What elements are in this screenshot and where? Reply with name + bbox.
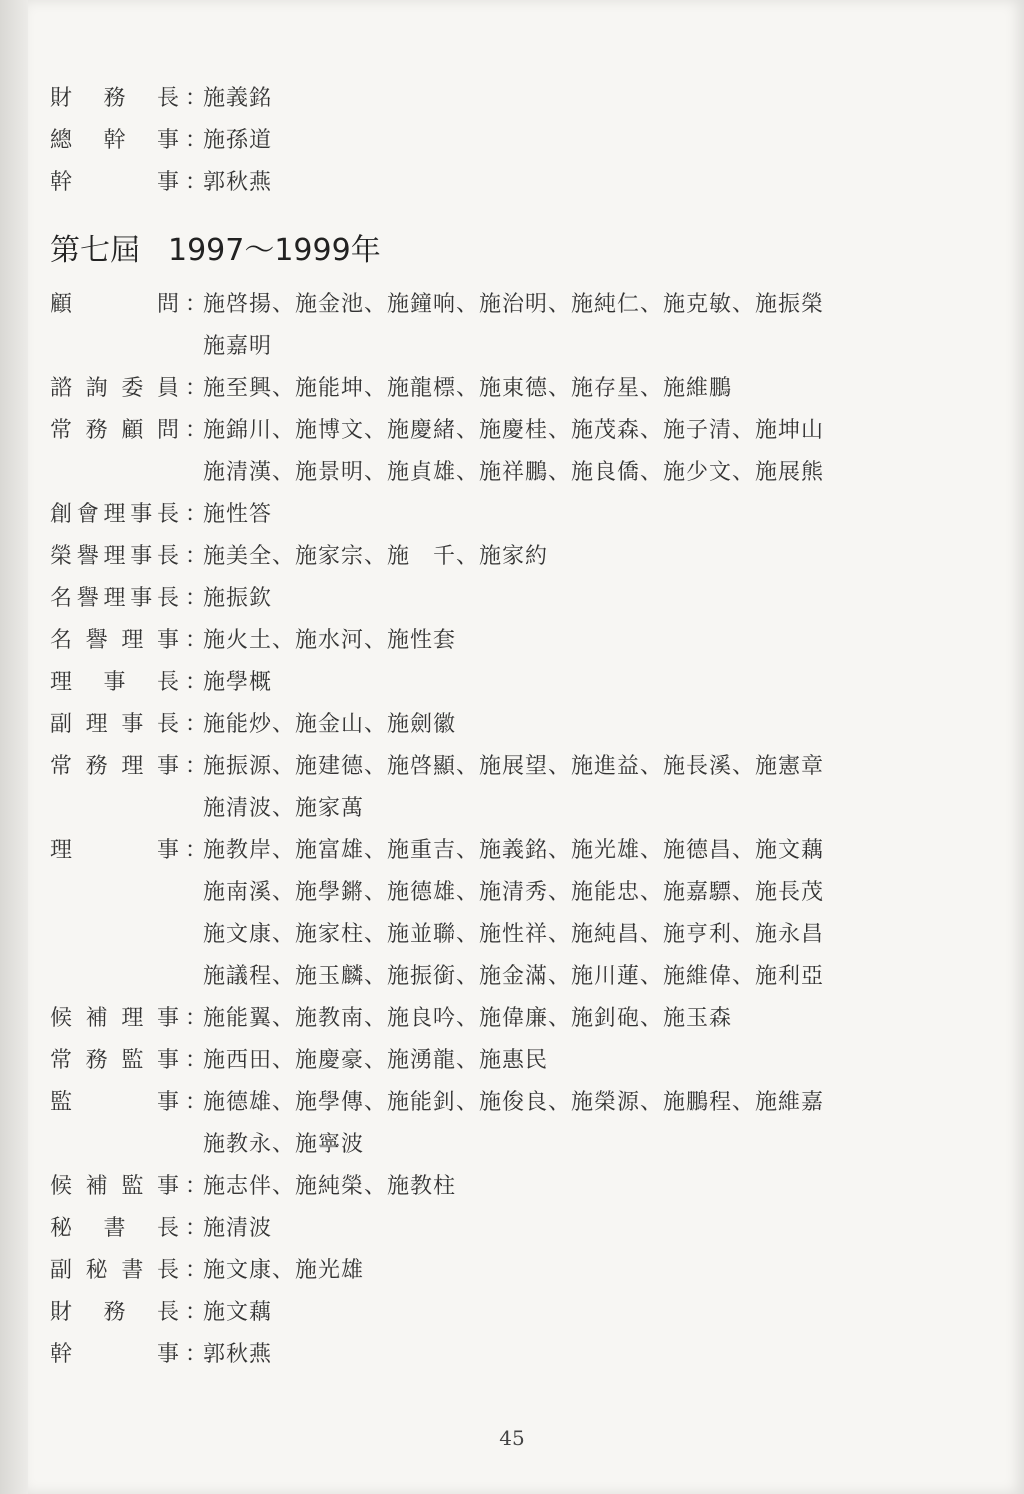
colon: ： <box>185 544 209 569</box>
section-heading <box>50 225 381 269</box>
officer-row <box>50 1334 930 1376</box>
officer-row <box>50 162 930 204</box>
names-list: 施學概 <box>203 670 273 695</box>
officer-row <box>50 788 930 830</box>
officer-row <box>50 872 930 914</box>
names-list: 施美全、施家宗、施 千、施家約 <box>203 544 549 569</box>
role-label: 幹 事 <box>50 1342 180 1367</box>
role-label: 副 理 事 長 <box>50 712 180 737</box>
officer-row <box>50 1292 930 1334</box>
role-label: 名 譽 理 事 <box>50 628 180 653</box>
officer-row <box>50 494 930 536</box>
names-list: 施孫道 <box>203 128 273 153</box>
role-label: 幹 事 <box>50 170 180 195</box>
colon: ： <box>185 1090 209 1115</box>
colon: ： <box>185 128 209 153</box>
names-list: 施嘉明 <box>203 334 273 359</box>
colon: ： <box>185 170 209 195</box>
colon: ： <box>185 670 209 695</box>
names-list: 施教永、施寧波 <box>203 1132 365 1157</box>
role-label: 監 事 <box>50 1090 180 1115</box>
term-years: 1997～1999年 <box>168 233 381 268</box>
officer-row <box>50 326 930 368</box>
officer-row <box>50 956 930 998</box>
names-list: 施能炒、施金山、施劍徽 <box>203 712 457 737</box>
names-list: 施錦川、施博文、施慶緒、施慶桂、施茂森、施子清、施坤山 <box>203 418 825 443</box>
term-title: 第七屆 <box>50 233 140 268</box>
role-label: 常 務 監 事 <box>50 1048 180 1073</box>
officer-row <box>50 998 930 1040</box>
role-label: 榮 譽 理 事 長 <box>50 544 180 569</box>
officer-row <box>50 368 930 410</box>
names-list: 施清波、施家萬 <box>203 796 365 821</box>
names-list: 施文藕 <box>203 1300 273 1325</box>
colon: ： <box>185 502 209 527</box>
names-list: 施教岸、施富雄、施重吉、施義銘、施光雄、施德昌、施文藕 <box>203 838 825 863</box>
role-label: 名 譽 理 事 長 <box>50 586 180 611</box>
officer-row <box>50 1124 930 1166</box>
officer-row <box>50 1082 930 1124</box>
officer-row <box>50 284 930 326</box>
officer-row <box>50 1250 930 1292</box>
role-label: 候 補 理 事 <box>50 1006 180 1031</box>
officer-row <box>50 1208 930 1250</box>
officer-row <box>50 620 930 662</box>
officer-row <box>50 536 930 578</box>
colon: ： <box>185 376 209 401</box>
book-gutter <box>0 0 28 1494</box>
officer-row <box>50 78 930 120</box>
colon: ： <box>185 754 209 779</box>
role-label: 副 秘 書 長 <box>50 1258 180 1283</box>
names-list: 施文康、施家柱、施並聯、施性祥、施純昌、施亨利、施永昌 <box>203 922 825 947</box>
role-label: 財 務 長 <box>50 86 180 111</box>
role-label: 顧 問 <box>50 292 180 317</box>
officer-row <box>50 1040 930 1082</box>
officer-row <box>50 746 930 788</box>
role-label: 財 務 長 <box>50 1300 180 1325</box>
names-list: 施火土、施水河、施性套 <box>203 628 457 653</box>
names-list: 施振欽 <box>203 586 273 611</box>
colon: ： <box>185 1258 209 1283</box>
colon: ： <box>185 712 209 737</box>
names-list: 施啓揚、施金池、施鐘响、施治明、施純仁、施克敏、施振榮 <box>203 292 825 317</box>
officer-row <box>50 914 930 956</box>
role-label: 候 補 監 事 <box>50 1174 180 1199</box>
officer-row <box>50 1166 930 1208</box>
role-label: 總 幹 事 <box>50 128 180 153</box>
colon: ： <box>185 292 209 317</box>
names-list: 施西田、施慶豪、施湧龍、施惠民 <box>203 1048 549 1073</box>
page-number: 45 <box>499 1426 525 1450</box>
role-label: 常 務 顧 問 <box>50 418 180 443</box>
officer-row <box>50 120 930 162</box>
names-list: 施能翼、施教南、施良吟、施偉廉、施釗砲、施玉森 <box>203 1006 733 1031</box>
names-list: 郭秋燕 <box>203 1342 273 1367</box>
officer-row <box>50 704 930 746</box>
names-list: 郭秋燕 <box>203 170 273 195</box>
colon: ： <box>185 1006 209 1031</box>
names-list: 施至興、施能坤、施龍標、施東德、施存星、施維鵬 <box>203 376 733 401</box>
names-list: 施性答 <box>203 502 273 527</box>
colon: ： <box>185 1174 209 1199</box>
names-list: 施志伴、施純榮、施教柱 <box>203 1174 457 1199</box>
colon: ： <box>185 1300 209 1325</box>
names-list: 施議程、施玉麟、施振銜、施金滿、施川蓮、施維偉、施利亞 <box>203 964 825 989</box>
colon: ： <box>185 1342 209 1367</box>
colon: ： <box>185 586 209 611</box>
names-list: 施振源、施建德、施啓顯、施展望、施進益、施長溪、施憲章 <box>203 754 825 779</box>
officer-row <box>50 830 930 872</box>
names-list: 施義銘 <box>203 86 273 111</box>
officer-row <box>50 410 930 452</box>
names-list: 施清漢、施景明、施貞雄、施祥鵬、施良僑、施少文、施展熊 <box>203 460 825 485</box>
role-label: 秘 書 長 <box>50 1216 180 1241</box>
role-label: 創 會 理 事 長 <box>50 502 180 527</box>
names-list: 施南溪、施學鏘、施德雄、施清秀、施能忠、施嘉驃、施長茂 <box>203 880 825 905</box>
names-list: 施清波 <box>203 1216 273 1241</box>
colon: ： <box>185 628 209 653</box>
colon: ： <box>185 86 209 111</box>
role-label: 理 事 長 <box>50 670 180 695</box>
officer-row <box>50 452 930 494</box>
officer-row <box>50 662 930 704</box>
colon: ： <box>185 1216 209 1241</box>
colon: ： <box>185 838 209 863</box>
role-label: 理 事 <box>50 838 180 863</box>
officer-row <box>50 578 930 620</box>
names-list: 施德雄、施學傳、施能釗、施俊良、施榮源、施鵬程、施維嘉 <box>203 1090 825 1115</box>
colon: ： <box>185 418 209 443</box>
colon: ： <box>185 1048 209 1073</box>
role-label: 諮 詢 委 員 <box>50 376 180 401</box>
role-label: 常 務 理 事 <box>50 754 180 779</box>
names-list: 施文康、施光雄 <box>203 1258 365 1283</box>
